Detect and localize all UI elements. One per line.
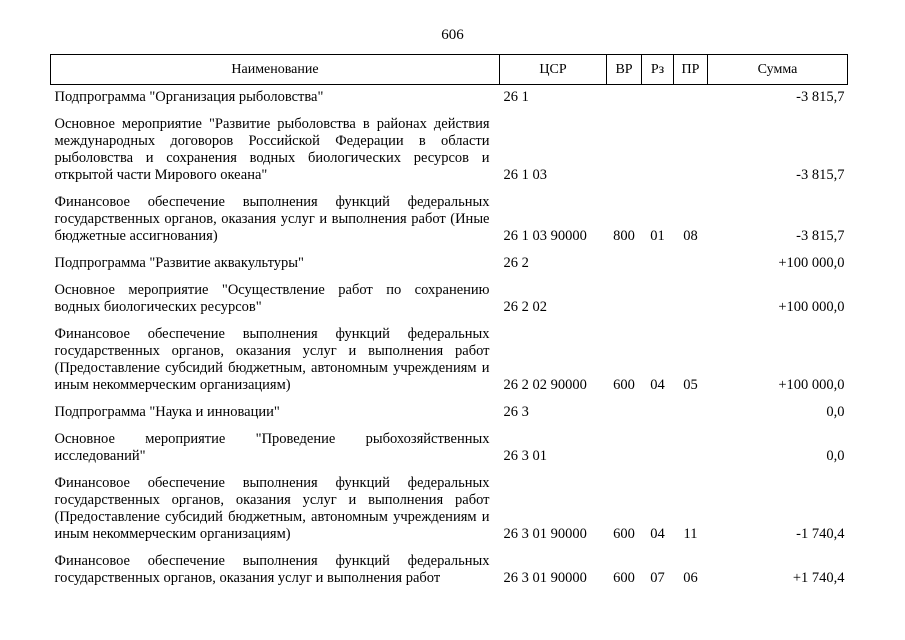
row-vr (607, 112, 642, 190)
row-csr: 26 1 03 (503, 167, 547, 183)
row-name: Основное мероприятие "Развитие рыболовства в районах действия международных договоров Российской Федерации в области рыболовства и сохранения водных биологических ресурсов и открытой части Мирового океана" (54, 116, 490, 183)
row-sum: +1 740,4 (792, 570, 845, 586)
row-sum: -1 740,4 (796, 526, 845, 542)
row-rz: 04 (650, 377, 665, 393)
table-row (51, 400, 848, 427)
row-pr: 05 (683, 377, 698, 393)
row-pr: 06 (683, 570, 698, 586)
row-name: Финансовое обеспечение выполнения функций федеральных государственных органов, оказания услуг и выполнения работ (54, 553, 490, 586)
table-row (51, 427, 848, 471)
row-rz (642, 112, 674, 190)
row-csr: 26 2 (503, 255, 529, 271)
row-pr (674, 85, 708, 113)
row-rz (642, 400, 674, 427)
table-row (51, 322, 848, 400)
budget-table (50, 54, 848, 593)
table-row (51, 190, 848, 251)
row-pr (674, 251, 708, 278)
table-row (51, 251, 848, 278)
row-name: Подпрограмма "Наука и инновации" (54, 404, 280, 420)
row-sum: 0,0 (826, 404, 845, 420)
row-sum: -3 815,7 (796, 167, 845, 183)
column-header-vr: ВР (607, 55, 642, 85)
table-row (51, 278, 848, 322)
row-sum: +100 000,0 (778, 377, 845, 393)
row-csr: 26 2 02 (503, 299, 547, 315)
row-vr: 600 (613, 526, 635, 542)
row-rz (642, 85, 674, 113)
row-csr: 26 3 (503, 404, 529, 420)
row-sum: +100 000,0 (778, 255, 845, 271)
row-sum: -3 815,7 (796, 89, 845, 105)
column-header-pr: ПР (674, 55, 708, 85)
row-sum: -3 815,7 (796, 228, 845, 244)
row-csr: 26 3 01 (503, 448, 547, 464)
row-rz (642, 251, 674, 278)
row-pr: 08 (683, 228, 698, 244)
table-row (51, 85, 848, 113)
column-header-rz: Рз (642, 55, 674, 85)
table-row (51, 549, 848, 593)
row-name: Подпрограмма "Развитие аквакультуры" (54, 255, 304, 271)
column-header-sum: Сумма (708, 55, 848, 85)
row-pr (674, 112, 708, 190)
row-sum: +100 000,0 (778, 299, 845, 315)
page-number: 606 (441, 27, 464, 43)
row-vr (607, 427, 642, 471)
row-rz: 07 (650, 570, 665, 586)
row-name: Подпрограмма "Организация рыболовства" (54, 89, 324, 105)
table-header-row (51, 55, 848, 85)
row-csr: 26 3 01 90000 (503, 570, 587, 586)
row-name: Основное мероприятие "Осуществление работ по сохранению водных биологических ресурсов" (54, 282, 490, 315)
row-rz: 01 (650, 228, 665, 244)
row-rz: 04 (650, 526, 665, 542)
row-csr: 26 3 01 90000 (503, 526, 587, 542)
row-pr (674, 400, 708, 427)
row-name: Финансовое обеспечение выполнения функций федеральных государственных органов, оказания услуг и выполнения работ (Предоставление субсидий бюджетным, автономным учреждениям и иным некоммерческим организациям) (54, 475, 490, 542)
row-vr (607, 400, 642, 427)
table-row (51, 471, 848, 549)
row-vr (607, 251, 642, 278)
row-pr: 11 (683, 526, 698, 542)
row-pr (674, 278, 708, 322)
column-header-name: Наименование (51, 55, 500, 85)
row-sum: 0,0 (826, 448, 845, 464)
row-csr: 26 1 (503, 89, 529, 105)
row-csr: 26 1 03 90000 (503, 228, 587, 244)
row-vr (607, 278, 642, 322)
row-rz (642, 278, 674, 322)
row-rz (642, 427, 674, 471)
row-pr (674, 427, 708, 471)
row-vr: 800 (613, 228, 635, 244)
row-vr (607, 85, 642, 113)
row-vr: 600 (613, 570, 635, 586)
row-name: Финансовое обеспечение выполнения функций федеральных государственных органов, оказания услуг и выполнения работ (Иные бюджетные ассигнования) (54, 194, 490, 244)
row-name: Финансовое обеспечение выполнения функций федеральных государственных органов, оказания услуг и выполнения работ (Предоставление субсидий бюджетным, автономным учреждениям и иным некоммерческим организациям) (54, 326, 490, 393)
column-header-csr: ЦСР (500, 55, 607, 85)
row-vr: 600 (613, 377, 635, 393)
table-row (51, 112, 848, 190)
row-name: Основное мероприятие "Проведение рыбохозяйственных исследований" (54, 431, 490, 464)
row-csr: 26 2 02 90000 (503, 377, 587, 393)
